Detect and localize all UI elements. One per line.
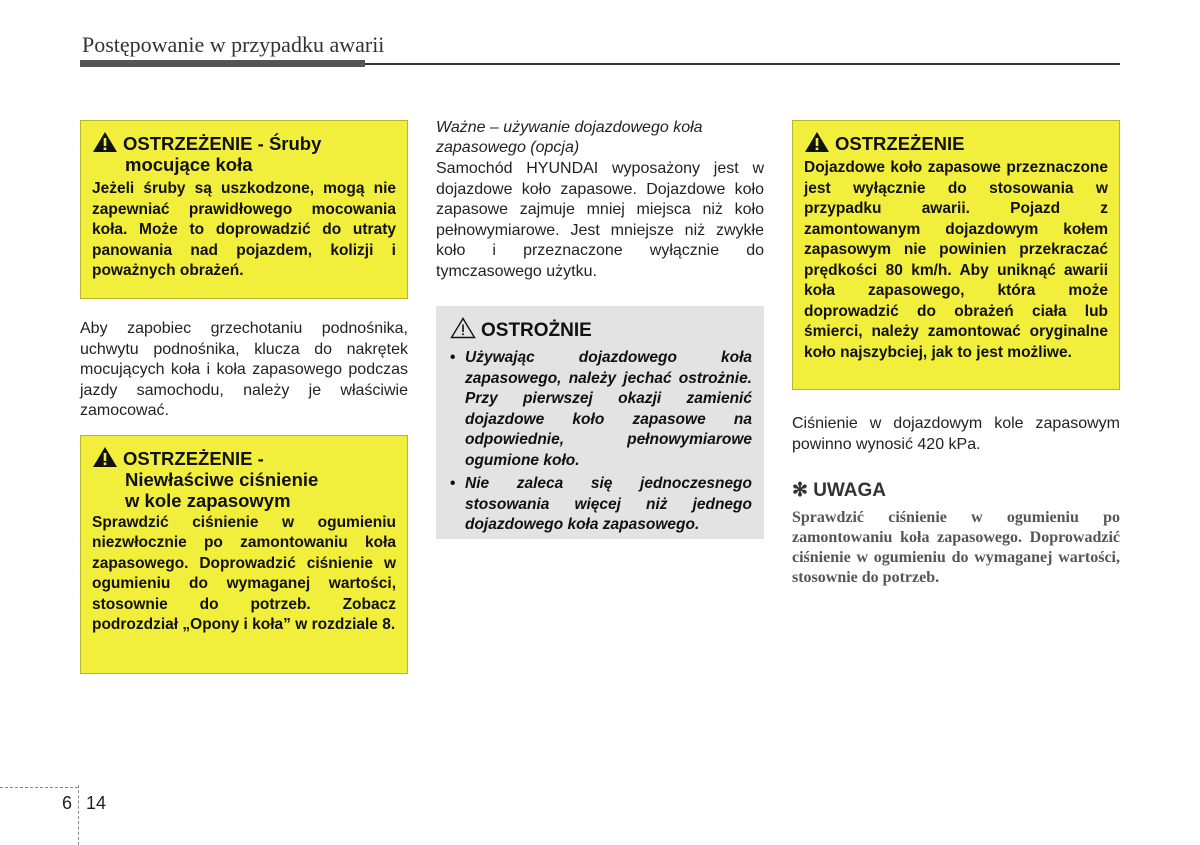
page-header-title: Postępowanie w przypadku awarii	[82, 32, 385, 57]
warning-triangle-icon	[92, 131, 118, 153]
jack-rattle-paragraph: Aby zapobiec grzechotaniu podnośnika, uchwytu podnośnika, klucza do nakrętek mocujących koła i koła zapasowego podczas jazdy samochodu, należy je właściwie zamocować.	[80, 320, 408, 419]
warning-title	[804, 131, 1108, 154]
column-right	[792, 120, 1120, 588]
caution-item-text: Nie zaleca się jednoczesnego stosowania więcej niż jednego dojazdowego koła zapasowego.	[465, 475, 752, 533]
warning-title	[92, 131, 396, 175]
warning-box-wheel-bolts	[80, 120, 408, 299]
header-rule-accent	[80, 60, 365, 67]
footer-dashed-rule	[0, 787, 78, 788]
warning-triangle-icon	[804, 131, 830, 153]
note-title	[792, 479, 1120, 502]
warning-body: Sprawdzić ciśnienie w ogumieniu niezwłocznie po zamontowaniu koła zapasowego. Doprowadzić ciśnienie w ogumieniu do wymaganej wartości, stosownie do potrzeb. Zobacz podrozdział „Opony i koła” w rozdziale 8.	[92, 513, 396, 633]
warning-title-line3: w kole zapasowym	[125, 489, 291, 511]
warning-body: Dojazdowe koło zapasowe przeznaczone jest wyłącznie do stosowania w przypadku awarii. Pojazd z zamontowanym dojazdowym kołem zapasowym nie powinien przekraczać prędkości 80 km/h. Aby uniknąć awarii koła zapasowego, która może doprowadzić do obrażeń ciała lub śmierci, należy zamontować oryginalne koło najszybciej, jak to jest możliwe.	[804, 159, 1108, 361]
spare-pressure-paragraph: Ciśnienie w dojazdowym kole zapasowym powinno wynosić 420 kPa.	[792, 415, 1120, 453]
note-title-text: UWAGA	[813, 480, 887, 501]
column-middle	[436, 118, 764, 539]
warning-title-line2: Niewłaściwe ciśnienie	[125, 468, 319, 490]
column-left	[80, 120, 408, 674]
caution-list	[450, 348, 752, 536]
caution-triangle-icon	[450, 317, 476, 339]
note-body: Sprawdzić ciśnienie w ogumieniu po zamontowaniu koła zapasowego. Doprowadzić ciśnienie w ogumieniu do wymaganej wartości, stosownie do potrzeb.	[792, 509, 1120, 586]
caution-item-text: Używając dojazdowego koła zapasowego, należy jechać ostrożnie. Przy pierwszej okazji zamienić dojazdowe koło zapasowe na odpowiednie, pełnowymiarowe ogumione koło.	[465, 349, 752, 469]
caution-title	[450, 317, 752, 342]
temporary-spare-paragraph: Samochód HYUNDAI wyposażony jest w dojazdowe koło zapasowe. Dojazdowe koło zapasowe zajmuje mniej miejsca niż koło pełnowymiarowe. Jest mniejsze niż zwykłe koło i przeznaczone wyłącznie do tymczasowego użytku.	[436, 160, 764, 280]
page-number: 14	[86, 793, 107, 813]
note-asterisk-icon: ✻	[792, 480, 808, 501]
warning-box-temporary-spare	[792, 120, 1120, 390]
warning-title-text: OSTRZEŻENIE	[835, 133, 965, 154]
warning-title-line1: OSTRZEŻENIE - Śruby	[123, 133, 322, 154]
warning-box-spare-pressure	[80, 435, 408, 674]
caution-box	[436, 306, 764, 539]
warning-title	[92, 446, 396, 511]
footer-dashed-tick	[78, 785, 79, 845]
warning-title-line1: OSTRZEŻENIE -	[123, 447, 264, 469]
warning-body: Jeżeli śruby są uszkodzone, mogą nie zapewniać prawidłowego mocowania koła. Może to doprowadzić do utraty panowania nad pojazdem, kolizji i poważnych obrażeń.	[92, 180, 396, 279]
note-block	[792, 479, 1120, 588]
caution-title-text: OSTROŻNIE	[481, 320, 592, 341]
warning-triangle-icon	[92, 446, 118, 468]
caution-item: • Używając dojazdowego koła zapasowego, należy jechać ostrożnie. Przy pierwszej okazji zamienić dojazdowe koło zapasowe na odpowiednie, pełnowymiarowe ogumione koło.	[450, 349, 752, 469]
warning-title-line2: mocujące koła	[125, 154, 253, 175]
section-heading: Ważne – używanie dojazdowego koła zapasowego (opcja)	[436, 119, 703, 156]
caution-item: • Nie zaleca się jednoczesnego stosowania więcej niż jednego dojazdowego koła zapasowego.	[450, 475, 752, 533]
chapter-number: 6	[62, 793, 73, 813]
